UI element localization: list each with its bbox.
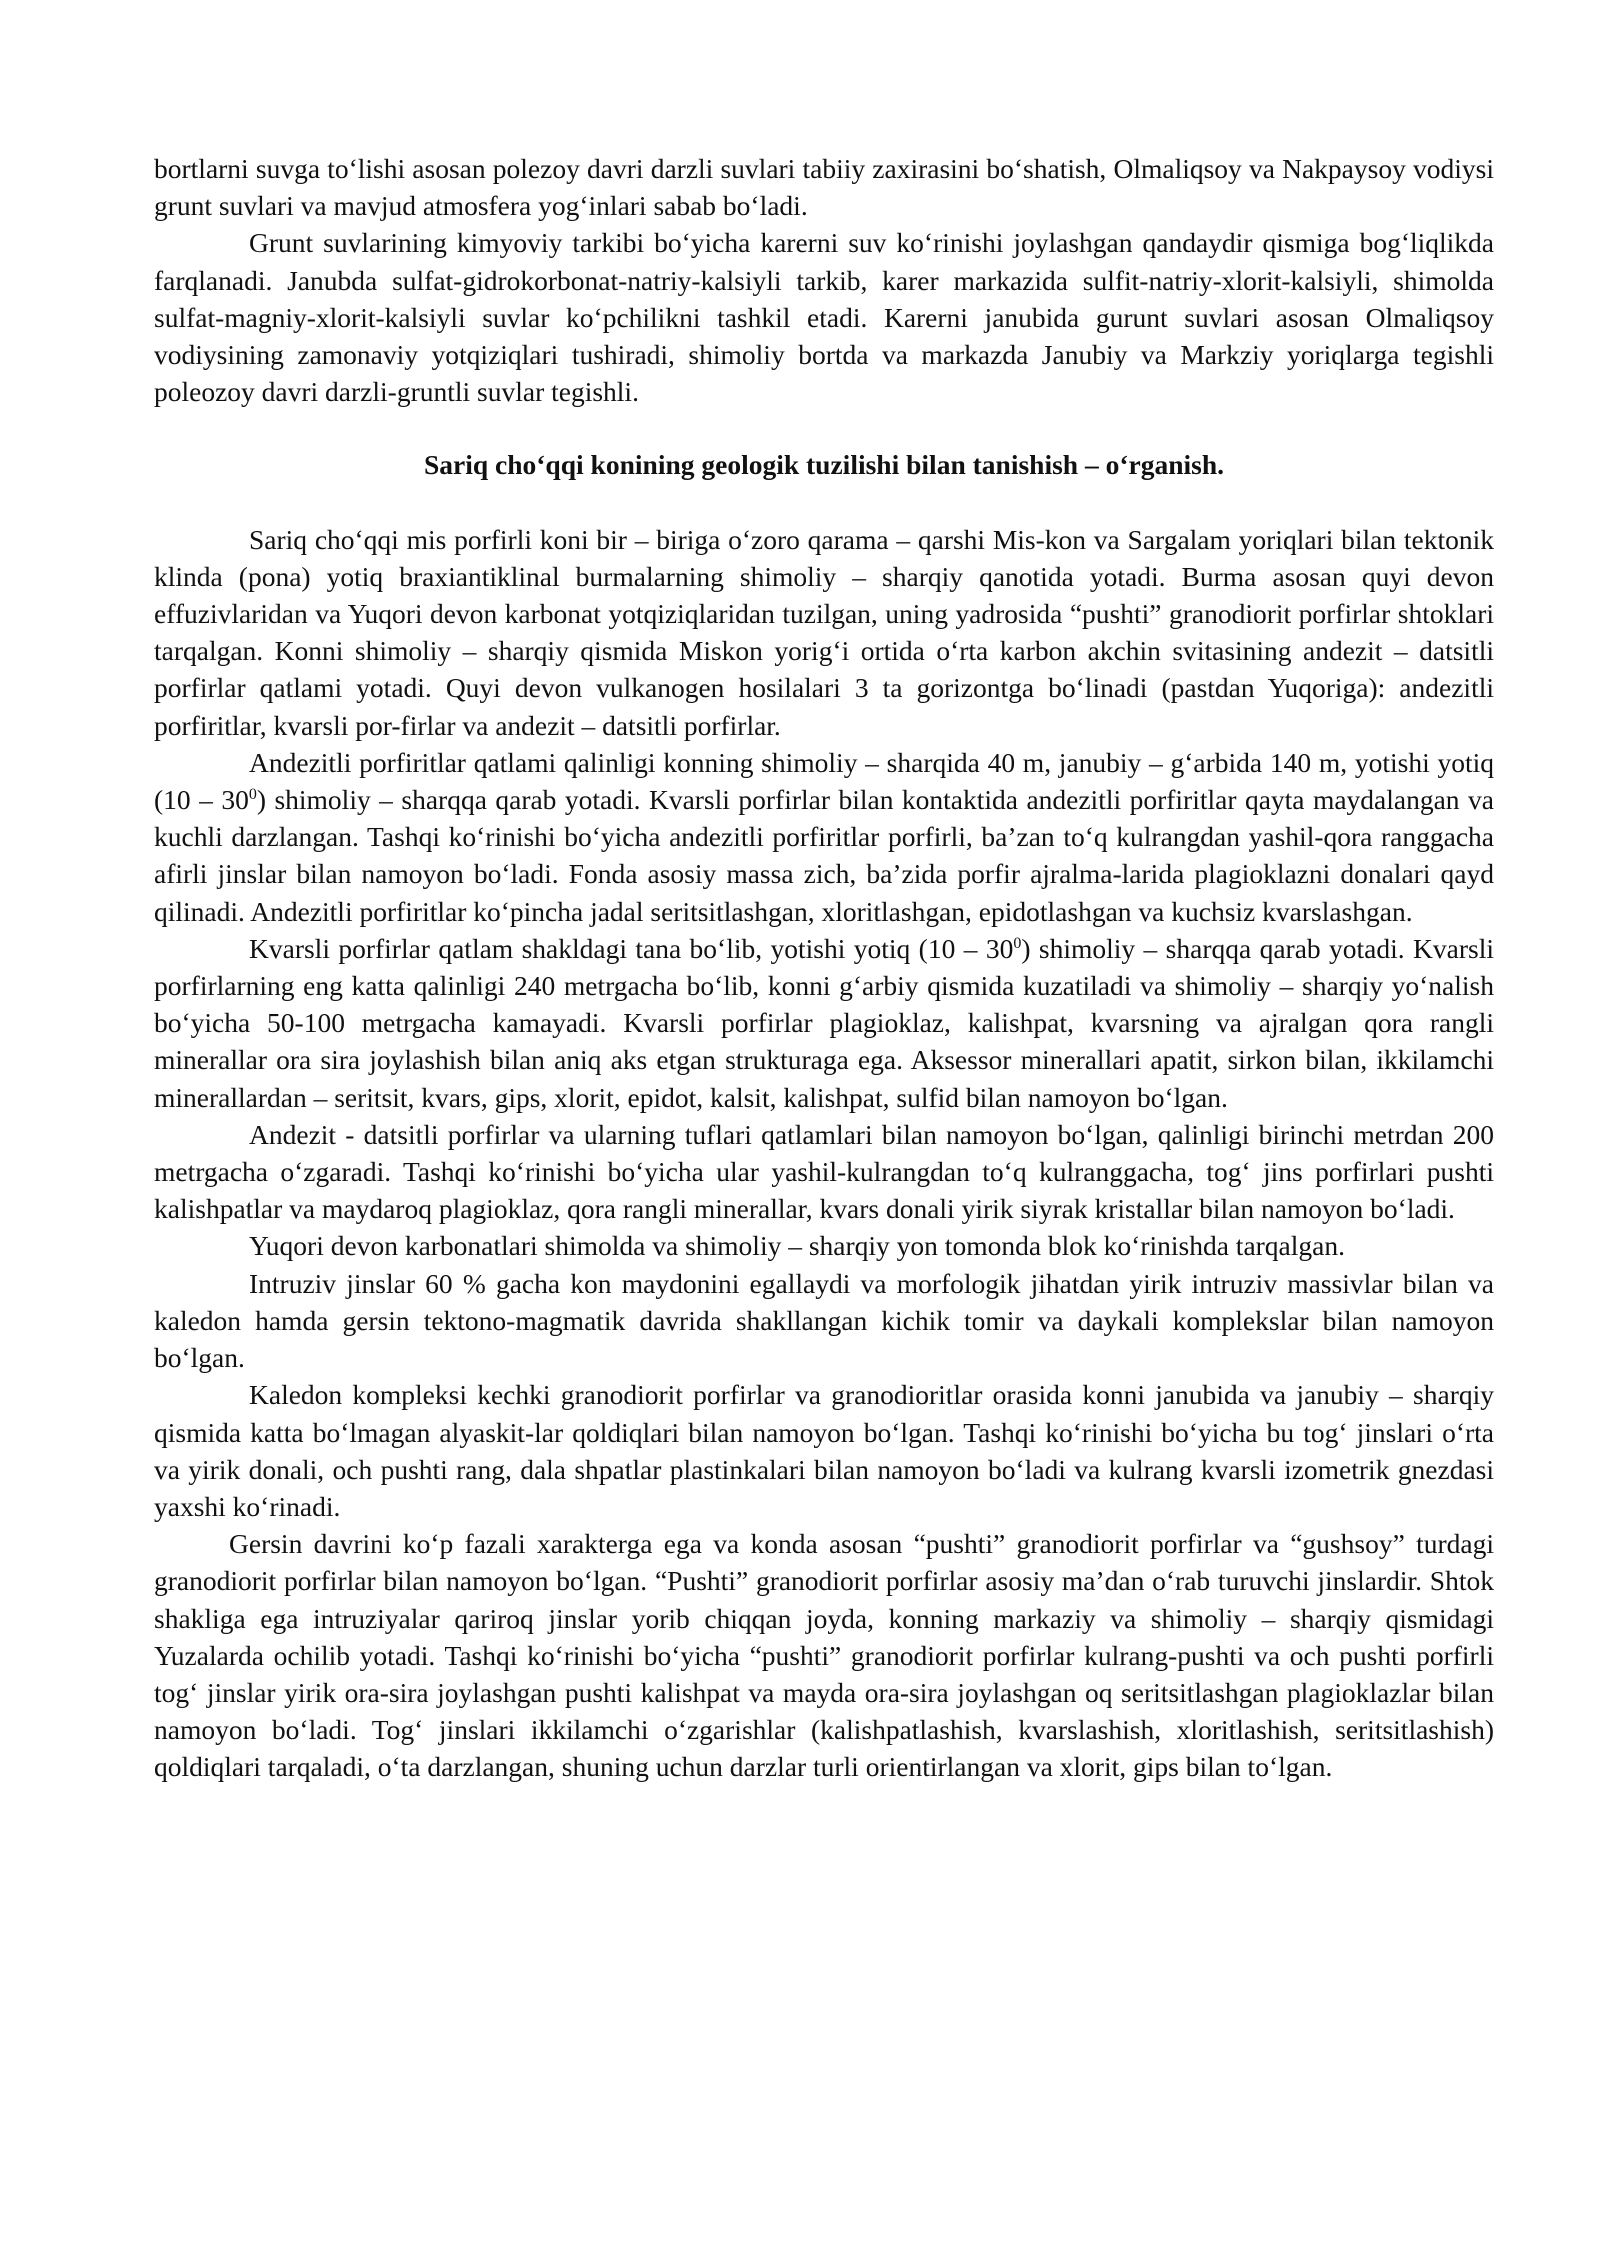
document-page — [154, 150, 1494, 1786]
paragraph-groundwater-chemistry: Grunt suvlarining kimyoviy tarkibi bo‘yicha karerni suv ko‘rinishi joylashgan qandaydir qismiga bog‘liqlikda farqlanadi. Janubda sulfat-gidrokorbonat-natriy-kalsiyli tarkib, karer markazida sulfit-natriy-xlorit-kalsiyli, shimolda sulfat-magniy-xlorit-kalsiyli suvlar ko‘pchilikni tashkil etadi. Karerni janubida gurunt suvlari asosan Olmaliqsoy vodiysining zamonaviy yotqiziqlari tushiradi, shimoliy bortda va markazda Janubiy va Markziy yoriqlarga tegishli poleozoy davri darzli-gruntli suvlar tegishli. — [154, 227, 1494, 408]
paragraph-andesite-dacite: Andezit - datsitli porfirlar va ularning tuflari qatlamlari bilan namoyon bo‘lgan, qalinligi birinchi metrdan 200 metrgacha o‘zgaradi. Tashqi ko‘rinishi bo‘yicha ular yashil-kulrangdan to‘q kulranggacha, tog‘ jins porfirlari pushti kalishpatlar va maydaroq plagioklaz, qora rangli minerallar, kvars donali yirik siyrak kristallar bilan namoyon bo‘ladi. — [154, 1118, 1494, 1225]
degree-superscript: 0 — [1013, 934, 1022, 952]
paragraph-upper-devonian: Yuqori devon karbonatlari shimolda va shimoliy – sharqiy yon tomonda blok ko‘rinishda tarqalgan. — [249, 1230, 1345, 1262]
quartz-text-part-1: Kvarsli porfirlar qatlam shakldagi tana bo‘lib, yotishi yotiq (10 – 30 — [249, 932, 1014, 964]
degree-superscript: 0 — [248, 786, 257, 804]
paragraph-quartz-porphyries — [154, 930, 1494, 1116]
paragraph-hercynian-period: Gersin davrini ko‘p fazali xarakterga ega va konda asosan “pushti” granodiorit porfirlar va “gushsoy” turdagi granodiorit porfirlar bilan namoyon bo‘lgan. “Pushti” granodiorit porfirlar asosiy ma’dan o‘rab turuvchi jinslardir. Shtok shakliga ega intruziyalar qariroq jinslar yorib chiqqan joyda, konning markaziy va shimoliy – sharqiy qismidagi Yuzalarda ochilib yotadi. Tashqi ko‘rinishi bo‘yicha “pushti” granodiorit porfirlar kulrang-pushti va och pushti porfirli tog‘ jinslar yirik ora-sira joylashgan pushti kalishpat va mayda ora-sira joylashgan oq seritsitlashgan plagioklazlar bilan namoyon bo‘ladi. Tog‘ jinslari ikkilamchi o‘zgarishlar (kalishpatlashish, kvarslashish, xloritlashish, seritsitlashish) qoldiqlari tarqaladi, o‘ta darzlangan, shuning uchun darzlar turli orientirlangan va xlorit, gips bilan to‘lgan. — [154, 1528, 1494, 1783]
andesite-text-part-2: ) shimoliy – sharqqa qarab yotadi. Kvarsli porfirlar bilan kontaktida andezitli porfiritlar qayta maydalangan va kuchli darzlangan. Tashqi ko‘rinishi bo‘yicha andezitli porfiritlar porfirli, ba’zan to‘q kulrangdan yashil-qora ranggacha afirli jinslar bilan namoyon bo‘ladi. Fonda asosiy massa zich, ba’zida porfir ajralma-larida plagioklazni donalari qayd qilinadi. Andezitli porfiritlar ko‘pincha jadal seritsitlashgan, xloritlashgan, epidotlashgan va kuchsiz kvarslashgan. — [154, 784, 1494, 927]
andesite-text-part-1: Andezitli porfiritlar qatlami qalinligi konning shimoliy – sharqida 40 m, janubiy – g‘arbida 140 m, yotishi yotiq (10 – 30 — [154, 746, 1494, 816]
section-heading: Sariq cho‘qqi konining geologik tuzilishi bilan tanishish – o‘rganish. — [423, 449, 1225, 481]
paragraph-andesite-porphyrites — [154, 744, 1494, 930]
paragraph-deposit-intro: Sariq cho‘qqi mis porfirli koni bir – biriga o‘zoro qarama – qarshi Mis-kon va Sargalam yoriqlari bilan tektonik klinda (pona) yotiq braxiantiklinal burmalarning shimoliy – sharqiy qanotida yotadi. Burma asosan quyi devon effuzivlaridan va Yuqori devon karbonat yotqiziqlaridan tuzilgan, uning yadrosida “pushti” granodiorit porfirlar shtoklari tarqalgan. Konni shimoliy – sharqiy qismida Miskon yorig‘i ortida o‘rta karbon akchin svitasining andezit – datsitli porfirlar qatlami yotadi. Quyi devon vulkanogen hosilalari 3 ta gorizontga bo‘linadi (pastdan Yuqoriga): andezitli porfiritlar, kvarsli por-firlar va andezit – datsitli porfirlar. — [154, 523, 1494, 741]
paragraph-groundwater-sources: bortlarni suvga to‘lishi asosan polezoy davri darzli suvlari tabiiy zaxirasini bo‘shatish, Olmaliqsoy va Nakpaysoy vodiysi grunt suvlari va mavjud atmosfera yog‘inlari sabab bo‘ladi. — [154, 153, 1494, 222]
quartz-text-part-2: ) shimoliy – sharqqa qarab yotadi. Kvarsli porfirlarning eng katta qalinligi 240 metrgacha bo‘lib, konni g‘arbiy qismida kuzatiladi va shimoliy – sharqiy yo‘nalish bo‘yicha 50-100 metrgacha kamayadi. Kvarsli porfirlar plagioklaz, kalishpat, kvarsning va ajralgan qora rangli minerallar ora sira joylashish bilan aniq aks etgan strukturaga ega. Aksessor minerallari apatit, sirkon bilan, ikkilamchi minerallardan – seritsit, kvars, gips, xlorit, epidot, kalsit, kalishpat, sulfid bilan namoyon bo‘lgan. — [154, 932, 1494, 1113]
paragraph-intrusive-rocks: Intruziv jinslar 60 % gacha kon maydonini egallaydi va morfologik jihatdan yirik intruziv massivlar bilan va kaledon hamda gersin tektono-magmatik davrida shakllangan kichik tomir va daykali komplekslar bilan namoyon bo‘lgan. — [154, 1267, 1494, 1374]
paragraph-caledonian-complex: Kaledon kompleksi kechki granodiorit porfirlar va granodioritlar orasida konni janubida va janubiy – sharqiy qismida katta bo‘lmagan alyaskit-lar qoldiqlari bilan namoyon bo‘lgan. Tashqi ko‘rinishi bo‘yicha bu tog‘ jinslari o‘rta va yirik donali, och pushti rang, dala shpatlar plastinkalari bilan namoyon bo‘ladi va kulrang kvarsli izometrik gnezdasi yaxshi ko‘rinadi. — [154, 1379, 1494, 1522]
